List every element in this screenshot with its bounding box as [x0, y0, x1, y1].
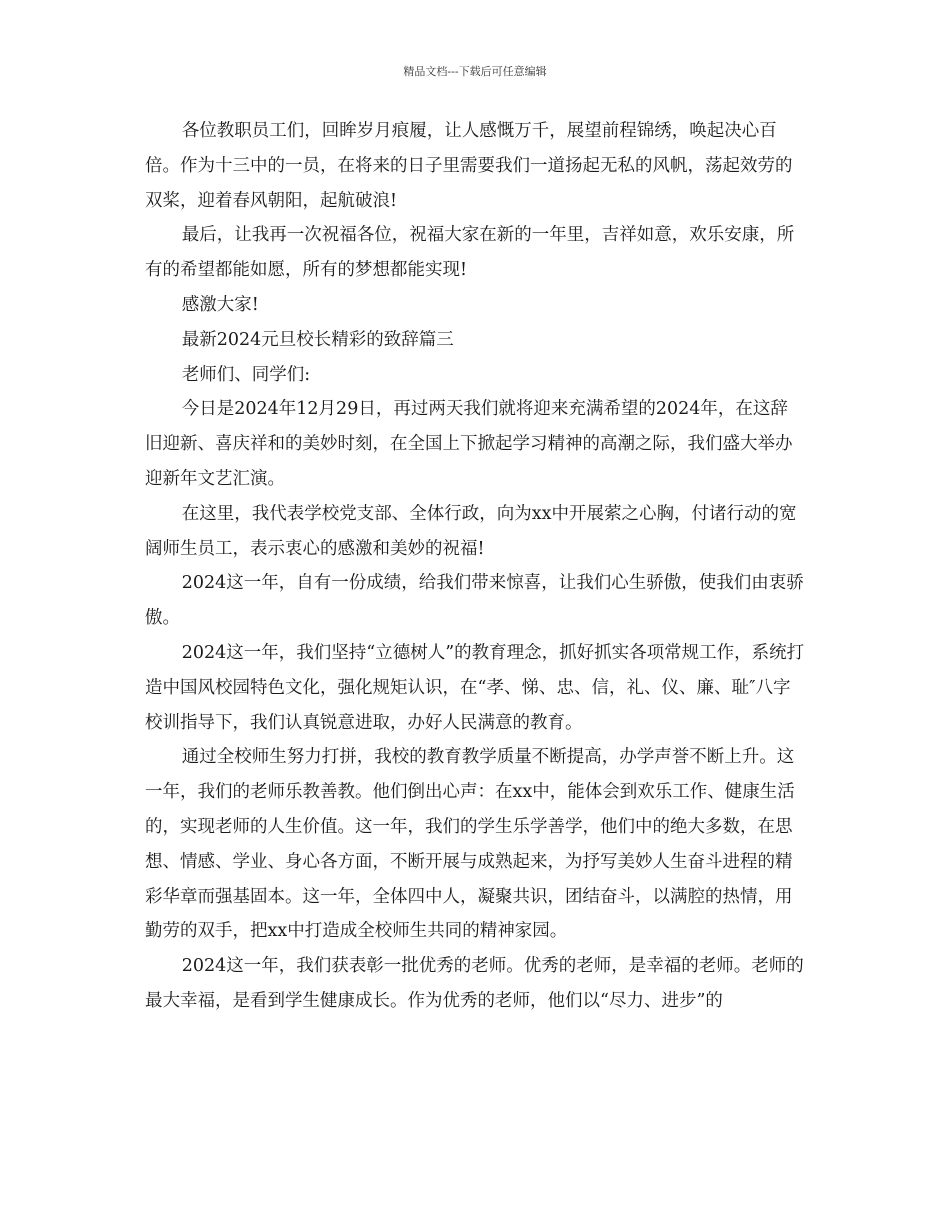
paragraph-teaching-quality: 通过全校师生努力打拼，我校的教育教学质量不断提高，办学声誉不断上升。这一年，我们的老师乐教善教。他们倒出心声：在xx中，能体会到欢乐工作、健康生活的，实现老师的人生价值。这一年，我们的学生乐学善学，他们中的绝大多数，在思想、情感、学业、身心各方面，不断开展与成熟起来，为抒写美妙人生奋斗进程的精彩华章而强基固本。这一年，全体四中人，凝聚共识，团结奋斗，以满腔的热情，用勤劳的双手，把xx中打造成全校师生共同的精神家园。 [145, 747, 795, 942]
paragraph-thanks: 感激大家! [181, 294, 259, 315]
paragraph-closing-wishes: 最后，让我再一次祝福各位，祝福大家在新的一年里，吉祥如意，欢乐安康，所有的希望都能如愿，所有的梦想都能实现! [145, 225, 795, 281]
paragraph-achievements: 2024这一年，自有一份成绩，给我们带来惊喜，让我们心生骄傲，使我们由衷骄傲。 [145, 573, 804, 629]
paragraph-education-philosophy: 2024这一年，我们坚持“立德树人”的教育理念，抓好抓实各项常规工作，系统打造中国风校园特色文化，强化规矩认识，在“孝、悌、忠、信，礼、仪、廉、耻″八字校训指导下，我们认真锐意进取，办好人民满意的教育。 [145, 642, 805, 733]
page-header: 精品文档---下载后可任意编辑 [403, 65, 547, 78]
paragraph-salutation: 老师们、同学们: [181, 364, 311, 385]
section-title: 最新2024元旦校长精彩的致辞篇三 [181, 329, 454, 350]
paragraph-excellent-teachers: 2024这一年，我们获表彰一批优秀的老师。优秀的老师，是幸福的老师。老师的最大幸福，是看到学生健康成长。作为优秀的老师，他们以“尽力、进步”的 [145, 956, 804, 1011]
paragraph-gratitude: 在这里，我代表学校党支部、全体行政，向为xx中开展萦之心胸，付诸行动的宽阔师生员工，表示衷心的感激和美妙的祝福! [145, 503, 797, 559]
document-body [145, 114, 805, 1019]
paragraph-opening: 今日是2024年12月29日，再过两天我们就将迎来充满希望的2024年，在这辞旧迎新、喜庆祥和的美妙时刻，在全国上下掀起学习精神的高潮之际，我们盛大举办迎新年文艺汇演。 [145, 399, 793, 489]
paragraph-closing-vision: 各位教职员工们，回眸岁月痕履，让人感慨万千，展望前程锦绣，唤起决心百倍。作为十三中的一员，在将来的日子里需要我们一道扬起无私的风帆，荡起效劳的双桨，迎着春风朝阳，起航破浪! [145, 121, 793, 211]
